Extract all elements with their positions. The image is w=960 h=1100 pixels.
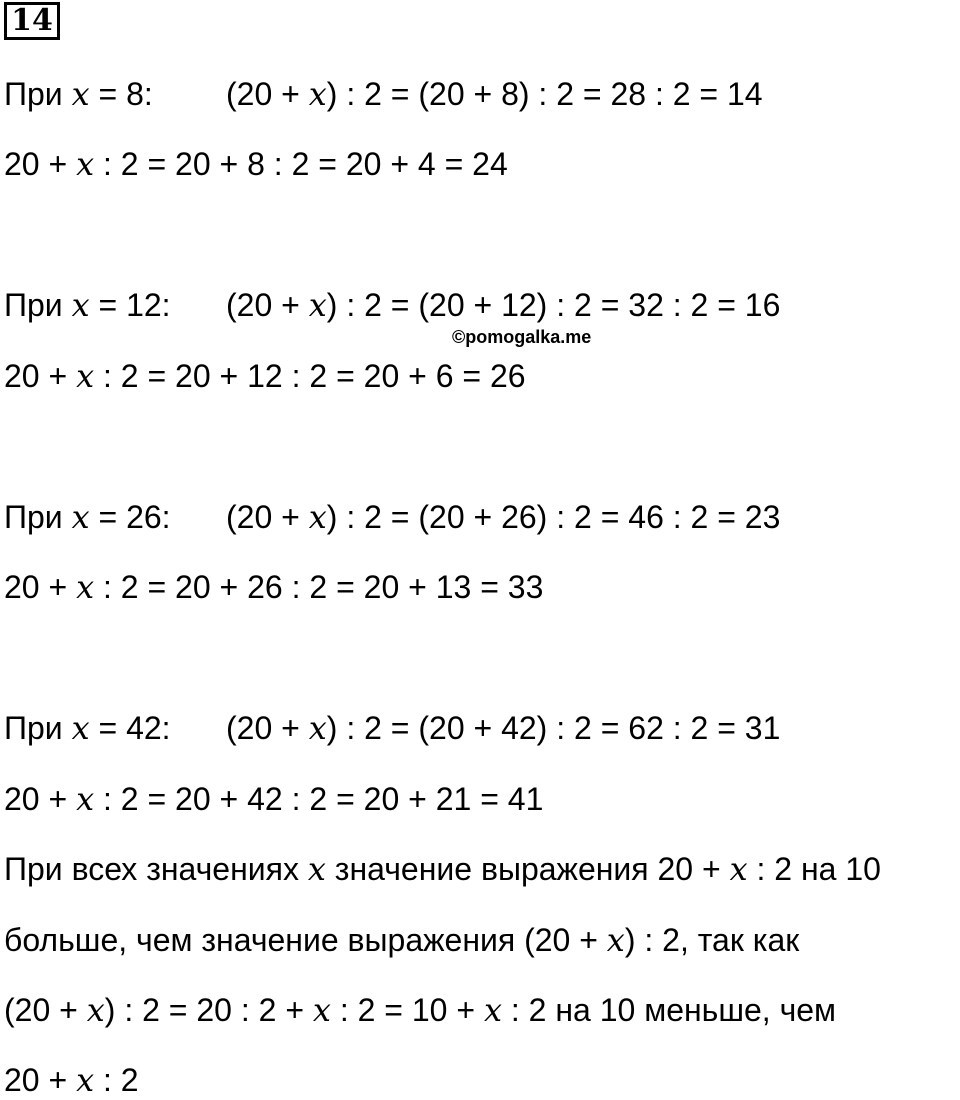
case-3-equation-1: (20 + x) : 2 = (20 + 26) : 2 = 46 : 2 = 23 bbox=[226, 498, 781, 536]
case-4-line-1 bbox=[4, 708, 780, 748]
case-3-condition: При x = 26: bbox=[4, 498, 171, 536]
case-1-equation-2: 20 + x : 2 = 20 + 8 : 2 = 20 + 4 = 24 bbox=[4, 145, 508, 183]
case-4-equation-2: 20 + x : 2 = 20 + 42 : 2 = 20 + 21 = 41 bbox=[4, 780, 544, 818]
case-2-line-1 bbox=[4, 285, 780, 325]
case-2-equation-2: 20 + x : 2 = 20 + 12 : 2 = 20 + 6 = 26 bbox=[4, 357, 526, 395]
conclusion-line-3: (20 + x) : 2 = 20 : 2 + x : 2 = 10 + x : 2 на 10 меньше, чем bbox=[4, 991, 837, 1029]
case-4-condition: При x = 42: bbox=[4, 709, 171, 747]
conclusion-line-4: 20 + x : 2 bbox=[4, 1061, 139, 1099]
case-1-line-1 bbox=[4, 74, 763, 114]
case-3-line-1 bbox=[4, 497, 780, 537]
case-2-condition: При x = 12: bbox=[4, 286, 171, 324]
watermark: ©pomogalka.me bbox=[452, 327, 592, 347]
case-1-equation-1: (20 + x) : 2 = (20 + 8) : 2 = 28 : 2 = 14 bbox=[226, 75, 763, 113]
case-2-equation-1: (20 + x) : 2 = (20 + 12) : 2 = 32 : 2 = 16 bbox=[226, 286, 781, 324]
conclusion-line-1: При всех значениях x значение выражения 20 + x : 2 на 10 bbox=[4, 850, 881, 888]
conclusion-line-2: больше, чем значение выражения (20 + x) : 2, так как bbox=[4, 921, 800, 959]
case-1-condition: При x = 8: bbox=[4, 75, 153, 113]
task-number-badge: 14 bbox=[4, 2, 60, 40]
case-4-equation-1: (20 + x) : 2 = (20 + 42) : 2 = 62 : 2 = 31 bbox=[226, 709, 781, 747]
case-3-equation-2: 20 + x : 2 = 20 + 26 : 2 = 20 + 13 = 33 bbox=[4, 568, 544, 606]
